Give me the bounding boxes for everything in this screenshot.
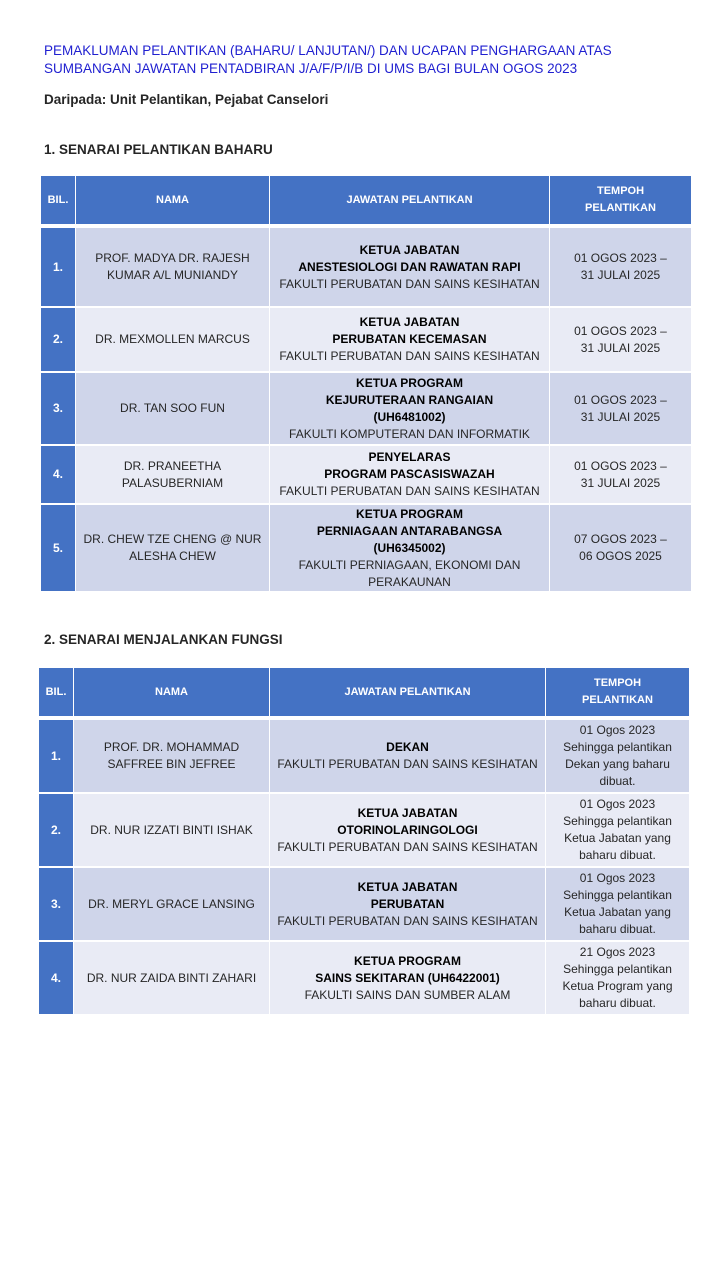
faculty-name: FAKULTI SAINS DAN SUMBER ALAM — [304, 987, 511, 1002]
position-line-1: PENYELARAS — [368, 450, 451, 464]
position-line-2: SAINS SEKITARAN (UH6422001) — [315, 970, 500, 985]
position-cell — [270, 446, 550, 505]
period-cell — [546, 942, 689, 1016]
period-line-2: 31 JULAI 2025 — [580, 340, 661, 355]
row-number: 4. — [41, 446, 76, 505]
header-tempoh — [550, 176, 691, 228]
faculty-name-line-1: FAKULTI PERNIAGAAN, EKONOMI DAN — [298, 557, 521, 572]
name-line-2: KUMAR A/L MUNIANDY — [107, 268, 238, 282]
faculty-name: FAKULTI PERUBATAN DAN SAINS KESIHATAN — [277, 913, 538, 928]
period-cell — [550, 228, 691, 308]
name-line-2: ALESHA CHEW — [129, 549, 216, 563]
row-number: 2. — [41, 308, 76, 373]
position-cell — [270, 308, 550, 373]
position-cell — [270, 720, 546, 794]
row-number: 5. — [41, 505, 76, 593]
table-row — [41, 373, 691, 446]
document-title — [44, 42, 684, 78]
position-line-2: PROGRAM PASCASISWAZAH — [324, 467, 495, 481]
title-line-1: PEMAKLUMAN PELANTIKAN (BAHARU/ LANJUTAN/) DAN UCAPAN PENGHARGAAN ATAS — [44, 43, 612, 58]
period-line-2: 06 OGOS 2025 — [579, 549, 662, 563]
position-line-1: KETUA JABATAN — [357, 805, 458, 820]
period-line-2: Sehingga pelantikan — [563, 814, 672, 828]
period-line-1: 21 Ogos 2023 — [579, 945, 656, 959]
table-row — [41, 505, 691, 593]
position-line-1: KETUA PROGRAM — [356, 506, 463, 521]
table-row — [39, 942, 689, 1016]
position-line-2: ANESTESIOLOGI DAN RAWATAN RAPI — [298, 259, 521, 274]
period-cell — [546, 794, 689, 868]
position-line-1: KETUA JABATAN — [357, 879, 458, 894]
period-line-1: 01 OGOS 2023 – — [574, 323, 667, 338]
period-line-3: Ketua Jabatan yang — [564, 905, 671, 919]
row-number: 3. — [39, 868, 74, 942]
position-cell — [270, 794, 546, 868]
new-appointments-table — [41, 176, 691, 593]
period-cell — [546, 720, 689, 794]
period-line-1: 01 OGOS 2023 – — [574, 392, 667, 407]
header-bil: BIL. — [39, 668, 74, 720]
position-line-2: KEJURUTERAAN RANGAIAN — [325, 392, 494, 407]
position-line-2: PERUBATAN — [370, 896, 445, 911]
header-nama: NAMA — [76, 176, 270, 228]
appointee-name — [76, 505, 270, 593]
position-line-2: OTORINOLARINGOLOGI — [337, 822, 478, 837]
period-line-2: Sehingga pelantikan — [563, 888, 672, 902]
table-header-row — [39, 668, 689, 720]
period-cell — [550, 505, 691, 593]
period-line-2: Sehingga pelantikan — [563, 962, 672, 976]
table-row — [39, 720, 689, 794]
row-number: 4. — [39, 942, 74, 1016]
table-row — [41, 446, 691, 505]
name-line-1: DR. CHEW TZE CHENG @ NUR — [83, 532, 262, 546]
sender-line: Daripada: Unit Pelantikan, Pejabat Canselori — [44, 92, 329, 107]
position-cell — [270, 868, 546, 942]
appointee-name: DR. MERYL GRACE LANSING — [74, 868, 270, 942]
period-line-2: 31 JULAI 2025 — [580, 409, 661, 424]
name-line-1: DR. PRANEETHA — [123, 458, 222, 473]
header-jawatan: JAWATAN PELANTIKAN — [270, 176, 550, 228]
header-tempoh-line-2: PELANTIKAN — [585, 202, 656, 214]
period-line-1: 07 OGOS 2023 – — [574, 532, 667, 546]
period-line-4: dibuat. — [599, 774, 636, 788]
period-cell — [550, 373, 691, 446]
period-cell — [550, 446, 691, 505]
row-number: 1. — [39, 720, 74, 794]
position-cell — [270, 942, 546, 1016]
name-line-2: SAFFREE BIN JEFREE — [107, 757, 236, 771]
position-line-1: KETUA JABATAN — [359, 242, 460, 257]
period-line-1: 01 OGOS 2023 – — [574, 458, 667, 473]
position-line-2: PERUBATAN KECEMASAN — [332, 332, 487, 346]
period-line-3: Ketua Jabatan yang — [564, 831, 671, 845]
period-line-4: baharu dibuat. — [579, 922, 656, 936]
appointee-name: DR. TAN SOO FUN — [76, 373, 270, 446]
period-cell — [550, 308, 691, 373]
position-line-1: KETUA PROGRAM — [356, 375, 463, 390]
header-tempoh-line-1: TEMPOH — [593, 677, 642, 689]
program-code: (UH6345002) — [373, 540, 446, 555]
program-code: (UH6481002) — [373, 409, 446, 424]
position-line-1: KETUA JABATAN — [359, 315, 460, 329]
position-line-2: PERNIAGAAN ANTARABANGSA — [316, 523, 503, 538]
title-line-2: SUMBANGAN JAWATAN PENTADBIRAN J/A/F/P/I/B DI UMS BAGI BULAN OGOS 2023 — [44, 61, 578, 76]
section-1-heading: 1. SENARAI PELANTIKAN BAHARU — [44, 142, 273, 157]
faculty-name: FAKULTI PERUBATAN DAN SAINS KESIHATAN — [279, 484, 540, 498]
faculty-name: FAKULTI KOMPUTERAN DAN INFORMATIK — [289, 426, 530, 441]
period-line-3: Ketua Program yang — [562, 979, 673, 993]
position-cell — [270, 373, 550, 446]
period-line-2: Sehingga pelantikan — [563, 740, 672, 754]
header-tempoh — [546, 668, 689, 720]
period-line-1: 01 OGOS 2023 – — [574, 251, 667, 265]
position-cell — [270, 228, 550, 308]
appointee-name — [76, 446, 270, 505]
faculty-name-line-2: PERAKAUNAN — [368, 574, 451, 589]
period-line-1: 01 Ogos 2023 — [579, 871, 656, 885]
row-number: 3. — [41, 373, 76, 446]
appointee-name: DR. MEXMOLLEN MARCUS — [76, 308, 270, 373]
header-tempoh-line-2: PELANTIKAN — [582, 694, 653, 706]
header-tempoh-line-1: TEMPOH — [596, 185, 645, 197]
position-line-1: DEKAN — [386, 740, 429, 754]
table-header-row — [41, 176, 691, 228]
table-row — [41, 308, 691, 373]
row-number: 2. — [39, 794, 74, 868]
position-cell — [270, 505, 550, 593]
name-line-2: PALASUBERNIAM — [121, 475, 224, 490]
appointee-name: DR. NUR ZAIDA BINTI ZAHARI — [74, 942, 270, 1016]
faculty-name: FAKULTI PERUBATAN DAN SAINS KESIHATAN — [279, 349, 540, 363]
period-line-2: 31 JULAI 2025 — [580, 475, 661, 490]
header-bil: BIL. — [41, 176, 76, 228]
appointee-name: DR. NUR IZZATI BINTI ISHAK — [74, 794, 270, 868]
name-line-1: PROF. DR. MOHAMMAD — [103, 740, 240, 754]
header-nama: NAMA — [74, 668, 270, 720]
faculty-name: FAKULTI PERUBATAN DAN SAINS KESIHATAN — [279, 276, 540, 291]
period-line-1: 01 Ogos 2023 — [579, 723, 656, 737]
period-line-2: 31 JULAI 2025 — [580, 268, 661, 282]
period-line-4: baharu dibuat. — [579, 996, 656, 1010]
name-line-1: PROF. MADYA DR. RAJESH — [95, 251, 250, 265]
row-number: 1. — [41, 228, 76, 308]
appointee-name — [76, 228, 270, 308]
faculty-name: FAKULTI PERUBATAN DAN SAINS KESIHATAN — [277, 839, 538, 854]
appointee-name — [74, 720, 270, 794]
position-line-1: KETUA PROGRAM — [354, 953, 461, 968]
table-row — [39, 794, 689, 868]
header-jawatan: JAWATAN PELANTIKAN — [270, 668, 546, 720]
acting-functions-table — [39, 668, 689, 1016]
table-row — [41, 228, 691, 308]
period-cell — [546, 868, 689, 942]
period-line-4: baharu dibuat. — [579, 848, 656, 862]
faculty-name: FAKULTI PERUBATAN DAN SAINS KESIHATAN — [277, 757, 538, 771]
section-2-heading: 2. SENARAI MENJALANKAN FUNGSI — [44, 632, 283, 647]
table-row — [39, 868, 689, 942]
period-line-3: Dekan yang baharu — [565, 757, 670, 771]
period-line-1: 01 Ogos 2023 — [579, 797, 656, 811]
